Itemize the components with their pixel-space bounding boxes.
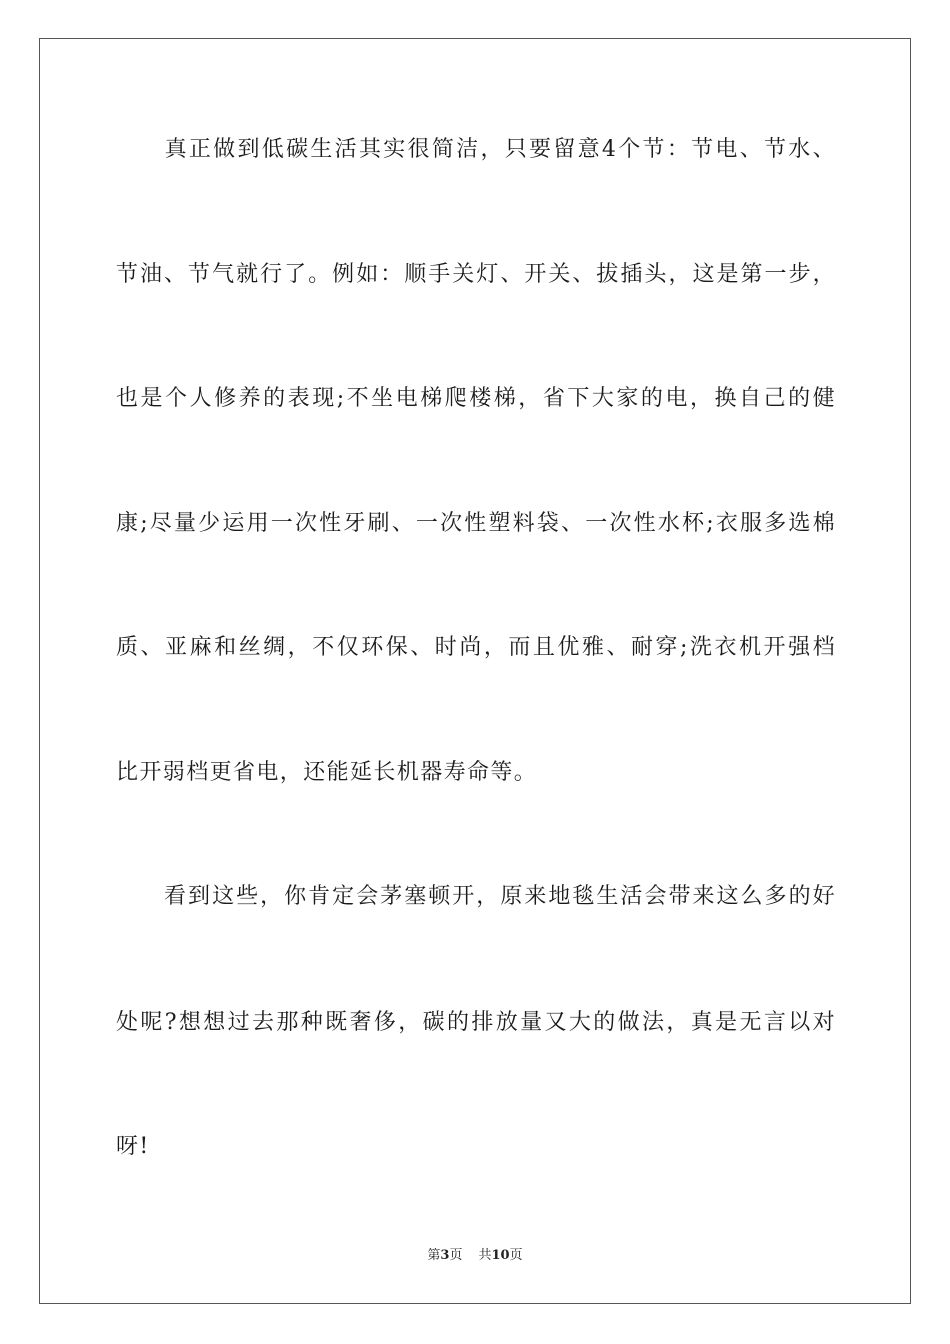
body-line-3: 也是个人修养的表现;不坐电梯爬楼梯，省下大家的电，换自己的健: [116, 386, 836, 411]
body-line-6: 比开弱档更省电，还能延长机器寿命等。: [116, 760, 538, 785]
footer-total-suffix: 页: [509, 1248, 523, 1263]
footer-page-suffix: 页: [449, 1248, 463, 1263]
body-line-1: 真正做到低碳生活其实很简洁，只要留意4个节：节电、节水、: [116, 137, 836, 162]
body-line-9: 呀!: [116, 1134, 150, 1159]
footer-page-current: 3: [440, 1248, 450, 1263]
body-line-2: 节油、节气就行了。例如：顺手关灯、开关、拔插头，这是第一步，: [116, 262, 836, 287]
body-line-7: 看到这些，你肯定会茅塞顿开，原来地毯生活会带来这么多的好: [116, 884, 836, 909]
page-frame: [39, 38, 911, 1304]
body-line-4: 康;尽量少运用一次性牙刷、一次性塑料袋、一次性水杯;衣服多选棉: [116, 511, 836, 536]
footer-total-prefix: 共: [478, 1248, 492, 1263]
footer-page-total: 10: [491, 1248, 510, 1263]
page-footer: [0, 1247, 950, 1265]
body-line-5: 质、亚麻和丝绸，不仅环保、时尚，而且优雅、耐穿;洗衣机开强档: [116, 635, 836, 660]
footer-page-prefix: 第: [427, 1248, 441, 1263]
body-line-8: 处呢?想想过去那种既奢侈，碳的排放量又大的做法，真是无言以对: [116, 1010, 836, 1035]
